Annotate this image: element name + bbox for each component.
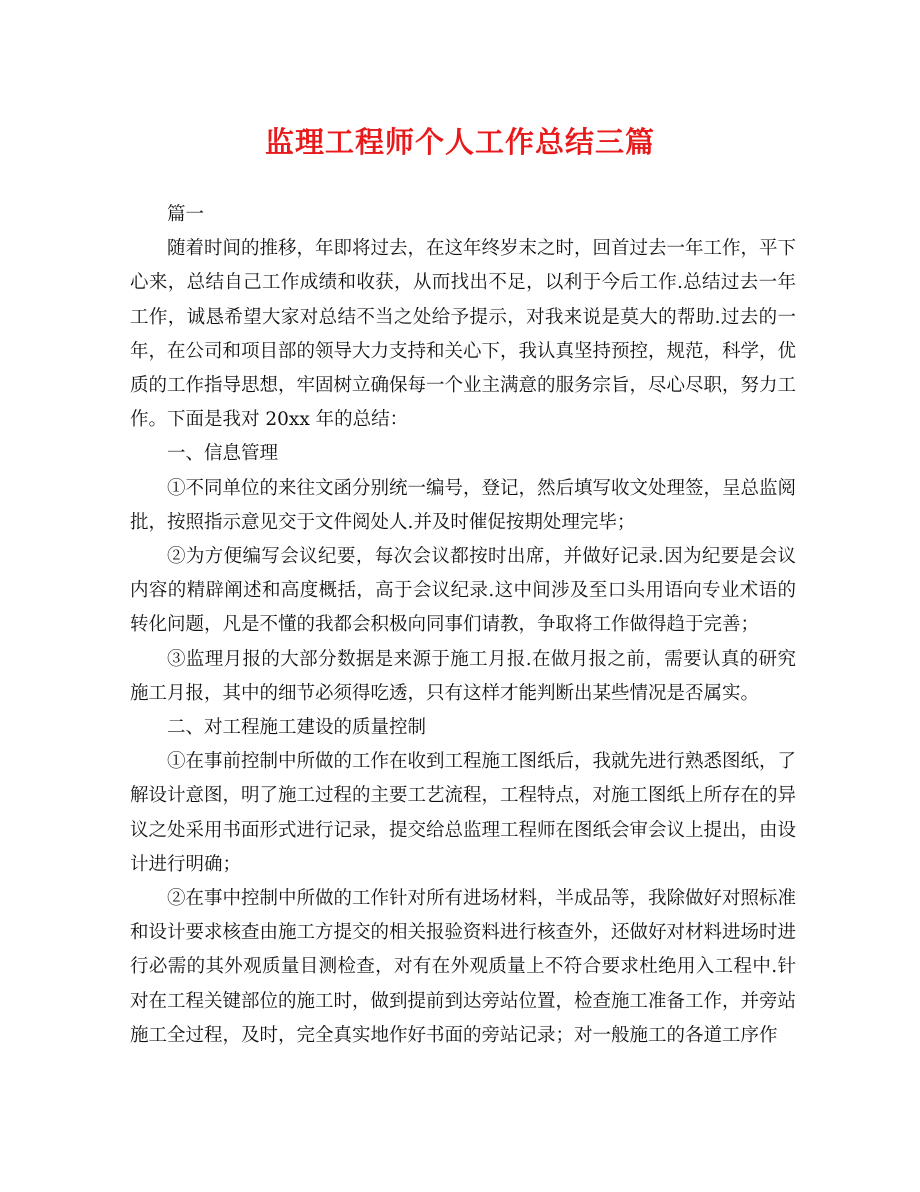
section-heading-quality-control: 二、对工程施工建设的质量控制 [167,717,427,739]
document-body [130,198,796,1053]
paragraph-item-3: ③监理月报的大部分数据是来源于施工月报.在做月报之前，需要认真的研究施工月报，其中的细节必须得吃透，只有这样才能判断出某些情况是否属实。 [130,648,796,704]
paragraph-intro: 随着时间的推移，年即将过去，在这年终岁末之时，回首过去一年工作，平下心来，总结自己工作成绩和收获，从而找出不足，以利于今后工作.总结过去一年工作，诚恳希望大家对总结不当之处给予提示，对我来说是莫大的帮助.过去的一年，在公司和项目部的领导大力支持和关心下，我认真坚持预控，规范，科学，优质的工作指导思想，牢固树立确保每一个业主满意的服务宗旨，尽心尽职，努力工作。下面是我对 20xx 年的总结： [130,238,797,431]
paragraph-item-1: ①不同单位的来往文函分别统一编号，登记，然后填写收文处理签，呈总监阅批，按照指示意见交于文件阅处人.并及时催促按期处理完毕； [130,477,797,533]
paragraph-quality-item-1: ①在事前控制中所做的工作在收到工程施工图纸后，我就先进行熟悉图纸，了解设计意图，明了施工过程的主要工艺流程，工程特点，对施工图纸上所存在的异议之处采用书面形式进行记录，提交给总监理工程师在图纸会审会议上提出，由设计进行明确； [130,751,797,875]
paragraph-item-2: ②为方便编写会议纪要，每次会议都按时出席，并做好记录.因为纪要是会议内容的精辟阐述和高度概括，高于会议纪录.这中间涉及至口头用语向专业术语的转化问题，凡是不懂的我都会积极向同事们请教，争取将工作做得趋于完善； [130,546,796,636]
document-title: 监理工程师个人工作总结三篇 [264,125,655,159]
paragraph-quality-item-2: ②在事中控制中所做的工作针对所有进场材料，半成品等，我除做好对照标准和设计要求核查由施工方提交的相关报验资料进行核查外，还做好对材料进场时进行必需的其外观质量目测检查，对有在外观质量上不符合要求杜绝用入工程中.针对在工程关键部位的施工时，做到提前到达旁站位置，检查施工准备工作，并旁站施工全过程，及时，完全真实地作好书面的旁站记录；对一般施工的各道工序作 [130,888,797,1046]
section-heading-part-one: 篇一 [167,204,205,225]
section-heading-information-management: 一、信息管理 [167,443,279,465]
